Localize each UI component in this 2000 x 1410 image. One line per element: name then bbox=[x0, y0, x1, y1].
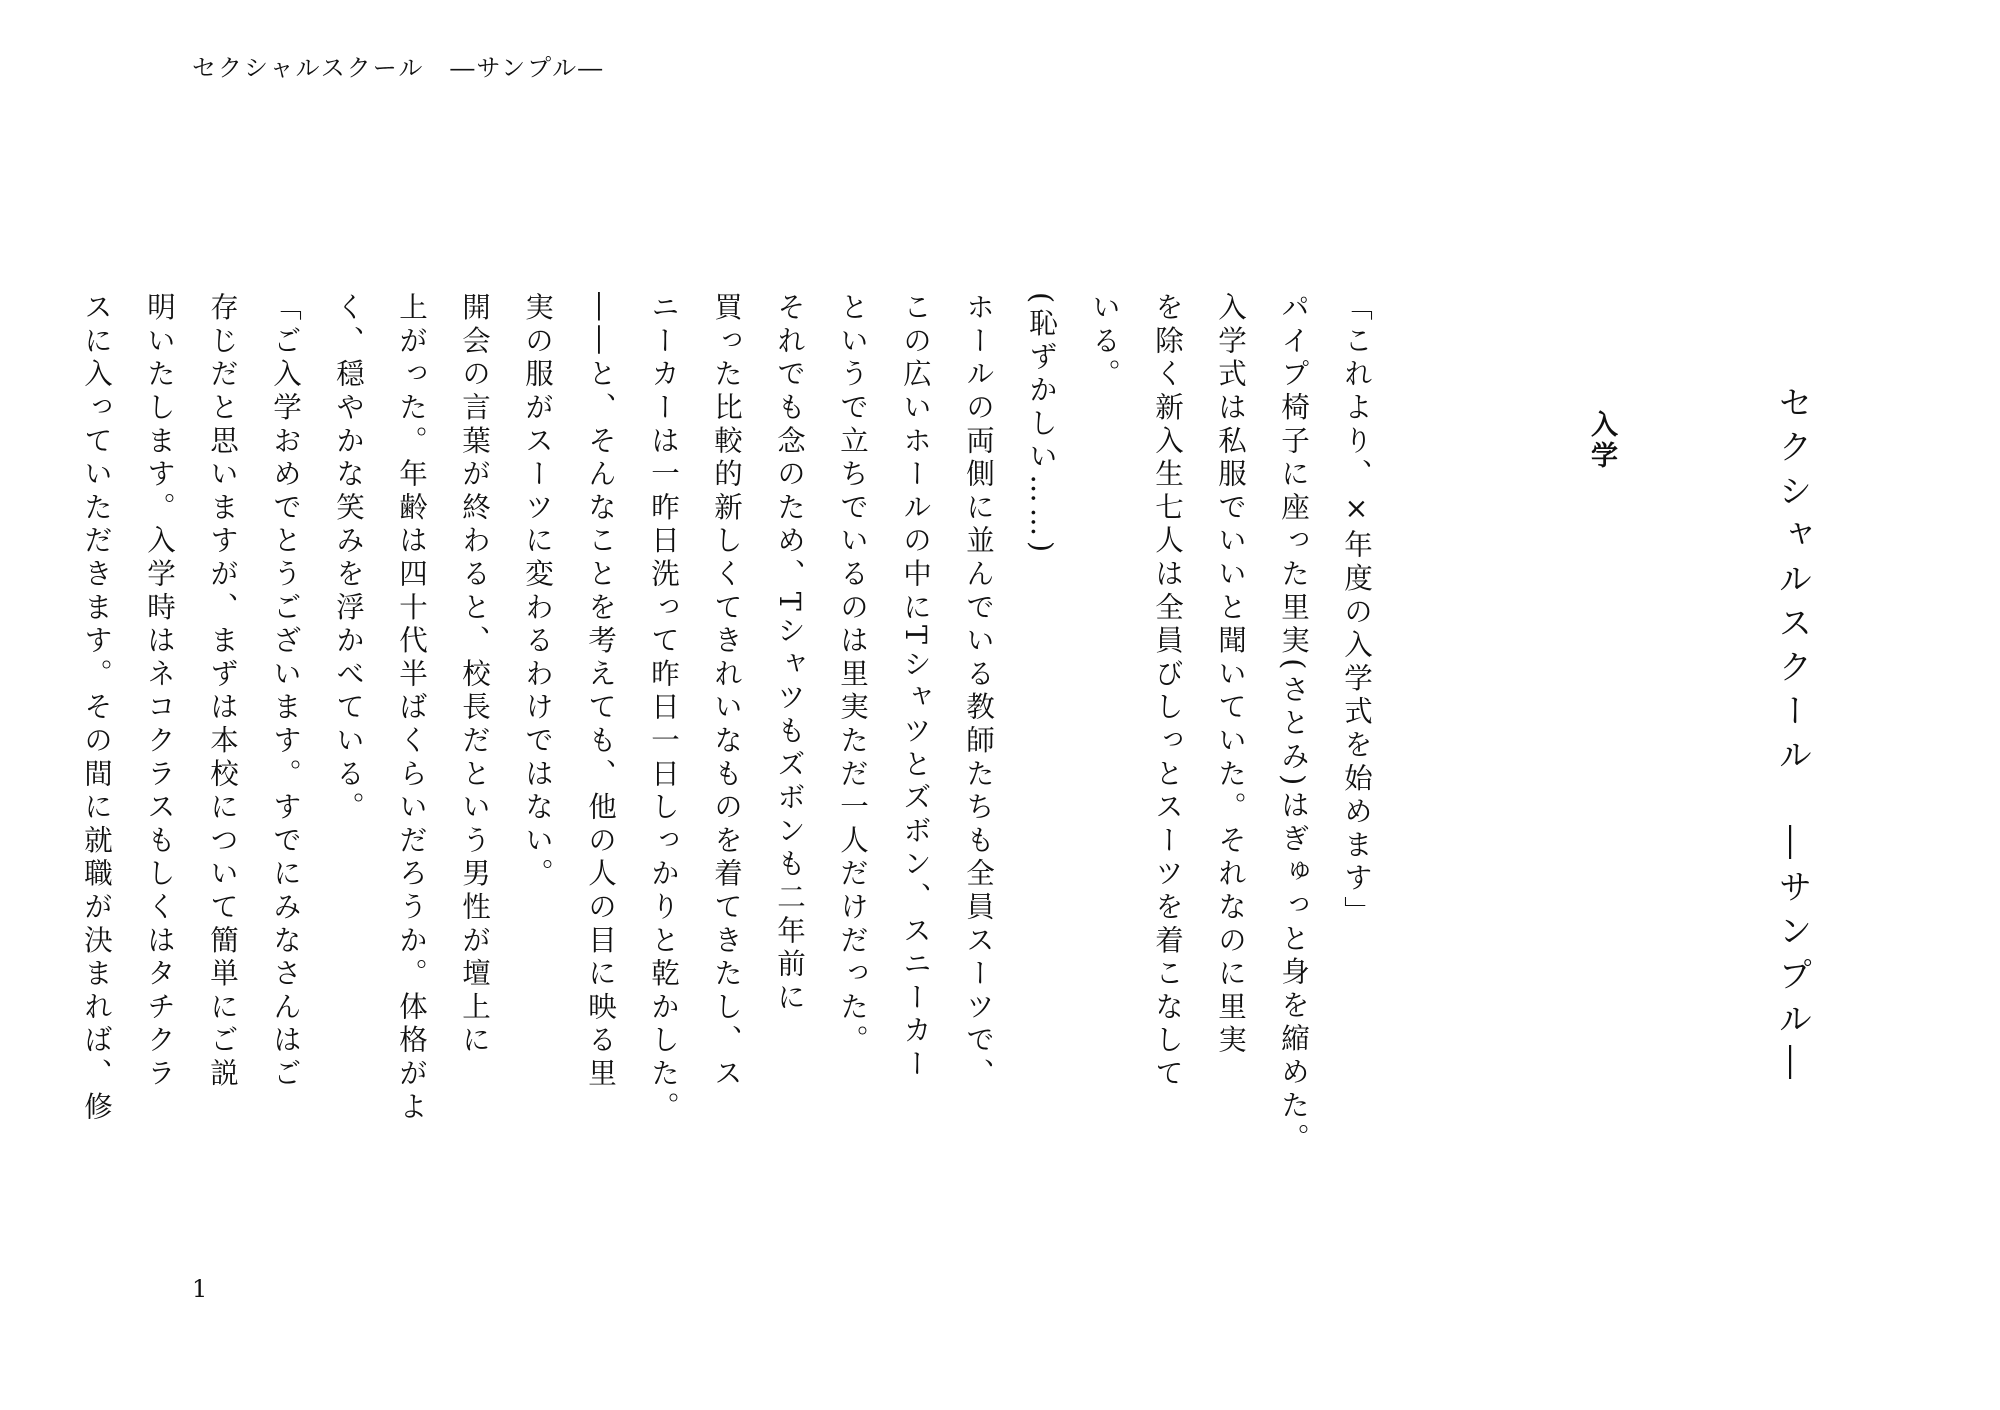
text-column: スに入っていただきます。その間に就職が決まれば、修 bbox=[80, 292, 113, 1125]
text-column: 上がった。年齢は四十代半ばくらいだろうか。体格がよ bbox=[395, 292, 428, 1125]
text-column: 「これより、×年度の入学式を始めます」 bbox=[1340, 292, 1373, 930]
text-column: ホールの両側に並んでいる教師たちも全員スーツで、 bbox=[962, 292, 995, 1092]
text-column: というで立ちでいるのは里実ただ一人だけだった。 bbox=[836, 292, 869, 1058]
text-column: 入学式は私服でいいと聞いていた。それなのに里実 bbox=[1214, 292, 1247, 1058]
text-column: 実の服がスーツに変わるわけではない。 bbox=[521, 292, 554, 892]
text-column: く、穏やかな笑みを浮かべている。 bbox=[332, 292, 365, 825]
text-column: ――と、そんなことを考えても、他の人の目に映る里 bbox=[584, 292, 617, 1092]
page-number: 1 bbox=[192, 1275, 208, 1303]
text-column: ニーカーは一昨日洗って昨日一日しっかりと乾かした。 bbox=[647, 292, 680, 1125]
text-column: 「ご入学おめでとうございます。すでにみなさんはご bbox=[269, 292, 302, 1092]
text-column: 開会の言葉が終わると、校長だという男性が壇上に bbox=[458, 292, 491, 1058]
body-text bbox=[80, 292, 1388, 1157]
chapter-title: 入学 bbox=[1586, 410, 1617, 472]
text-column: 買った比較的新しくてきれいなものを着てきたし、ス bbox=[710, 292, 743, 1092]
text-column: この広いホールの中にTシャツとズボン、スニーカー bbox=[899, 292, 932, 1082]
text-column: (恥ずかしい……) bbox=[1025, 292, 1058, 557]
text-column: 明いたします。入学時はネコクラスもしくはタチクラ bbox=[143, 292, 176, 1092]
text-column: パイプ椅子に座った里実(さとみ)はぎゅっと身を縮めた。 bbox=[1277, 292, 1310, 1157]
text-column: いる。 bbox=[1088, 292, 1121, 392]
running-header: セクシャルスクール ―サンプル― bbox=[192, 54, 605, 82]
book-title: セクシャルスクール ―サンプル― bbox=[1772, 385, 1812, 1089]
text-column: それでも念のため、Tシャツもズボンも二年前に bbox=[773, 292, 806, 1016]
text-column: 存じだと思いますが、まずは本校について簡単にご説 bbox=[206, 292, 239, 1092]
text-column: を除く新入生七人は全員びしっとスーツを着こなして bbox=[1151, 292, 1184, 1092]
